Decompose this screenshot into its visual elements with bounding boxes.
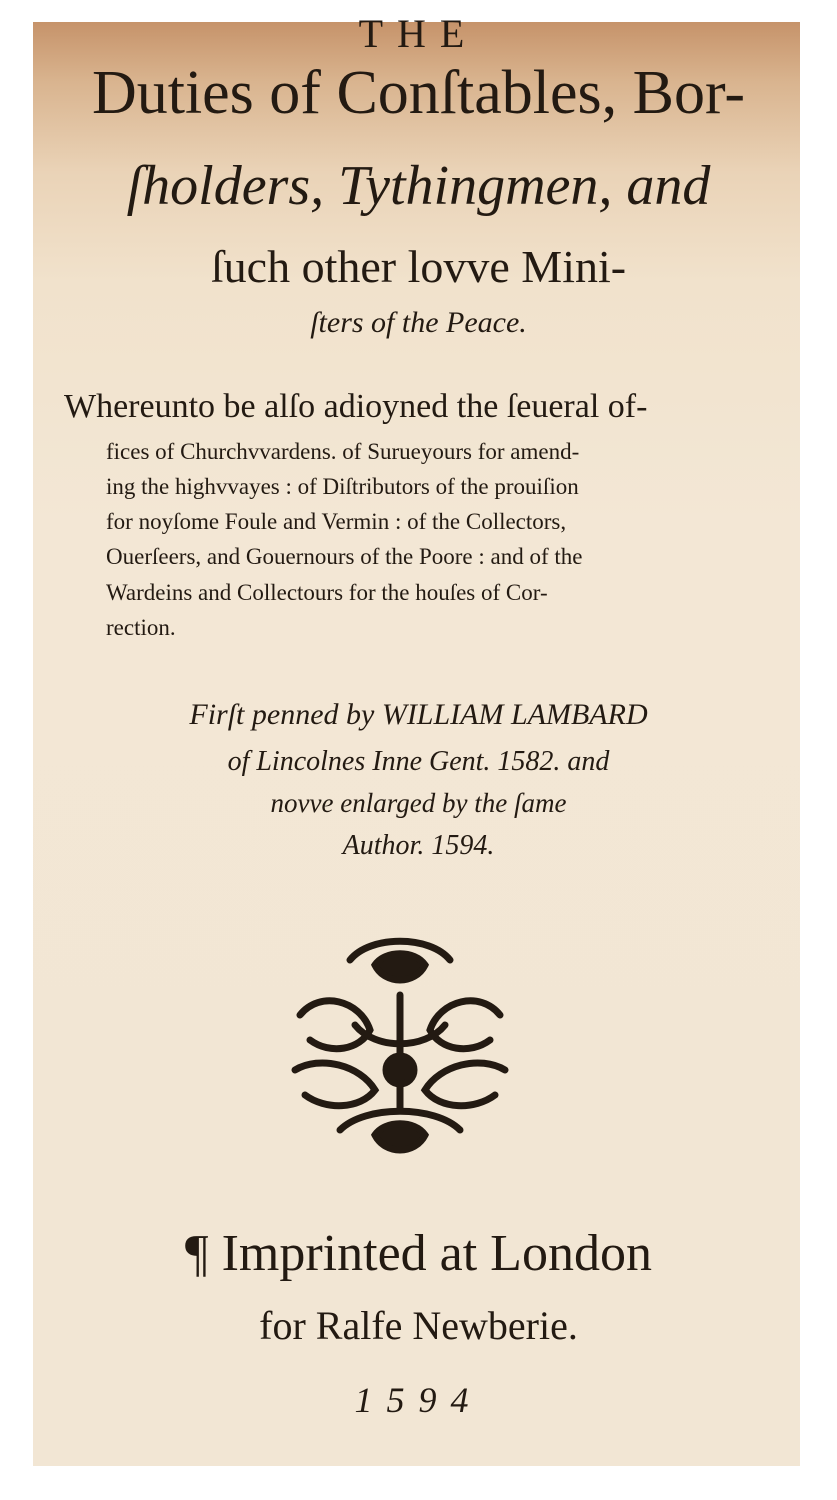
description-line-2: fices of Churchvvardens. of Surueyours for amend-	[106, 439, 580, 464]
description-line-7: rection.	[106, 615, 176, 640]
imprint-line-2: for Ralfe Newberie.	[259, 1303, 578, 1348]
imprint-year: 1594	[354, 1380, 483, 1420]
title-line-3: ſuch other lovve Mini-	[210, 241, 627, 292]
description-line-1: Whereunto be alſo adioyned the ſeueral of-	[64, 388, 648, 425]
author-line-4: Author. 1594.	[342, 830, 495, 861]
author-line-1: Firſt penned by WILLIAM LAMBARD	[189, 698, 648, 731]
author-line-3: novve enlarged by the ſame	[270, 788, 567, 818]
title-the: THE	[358, 11, 479, 56]
title-line-1: Duties of Conſtables, Bor-	[91, 59, 746, 127]
imprint-line-1: ¶ Imprinted at London	[185, 1225, 652, 1282]
description-line-3: ing the highvvayes : of Diſtributors of the prouiſion	[106, 474, 579, 499]
title-line-4: ſters of the Peace.	[310, 306, 527, 339]
description-line-5: Ouerſeers, and Gouernours of the Poore : and of the	[106, 544, 583, 569]
author-line-2: of Lincolnes Inne Gent. 1582. and	[227, 746, 610, 777]
description-line-4: for noyſome Foule and Vermin : of the Collectors,	[106, 509, 567, 534]
description-line-6: Wardeins and Collectours for the houſes of Cor-	[106, 580, 548, 605]
printers-ornament-icon	[280, 930, 520, 1170]
title-line-2: ſholders, Tythingmen, and	[126, 155, 711, 217]
